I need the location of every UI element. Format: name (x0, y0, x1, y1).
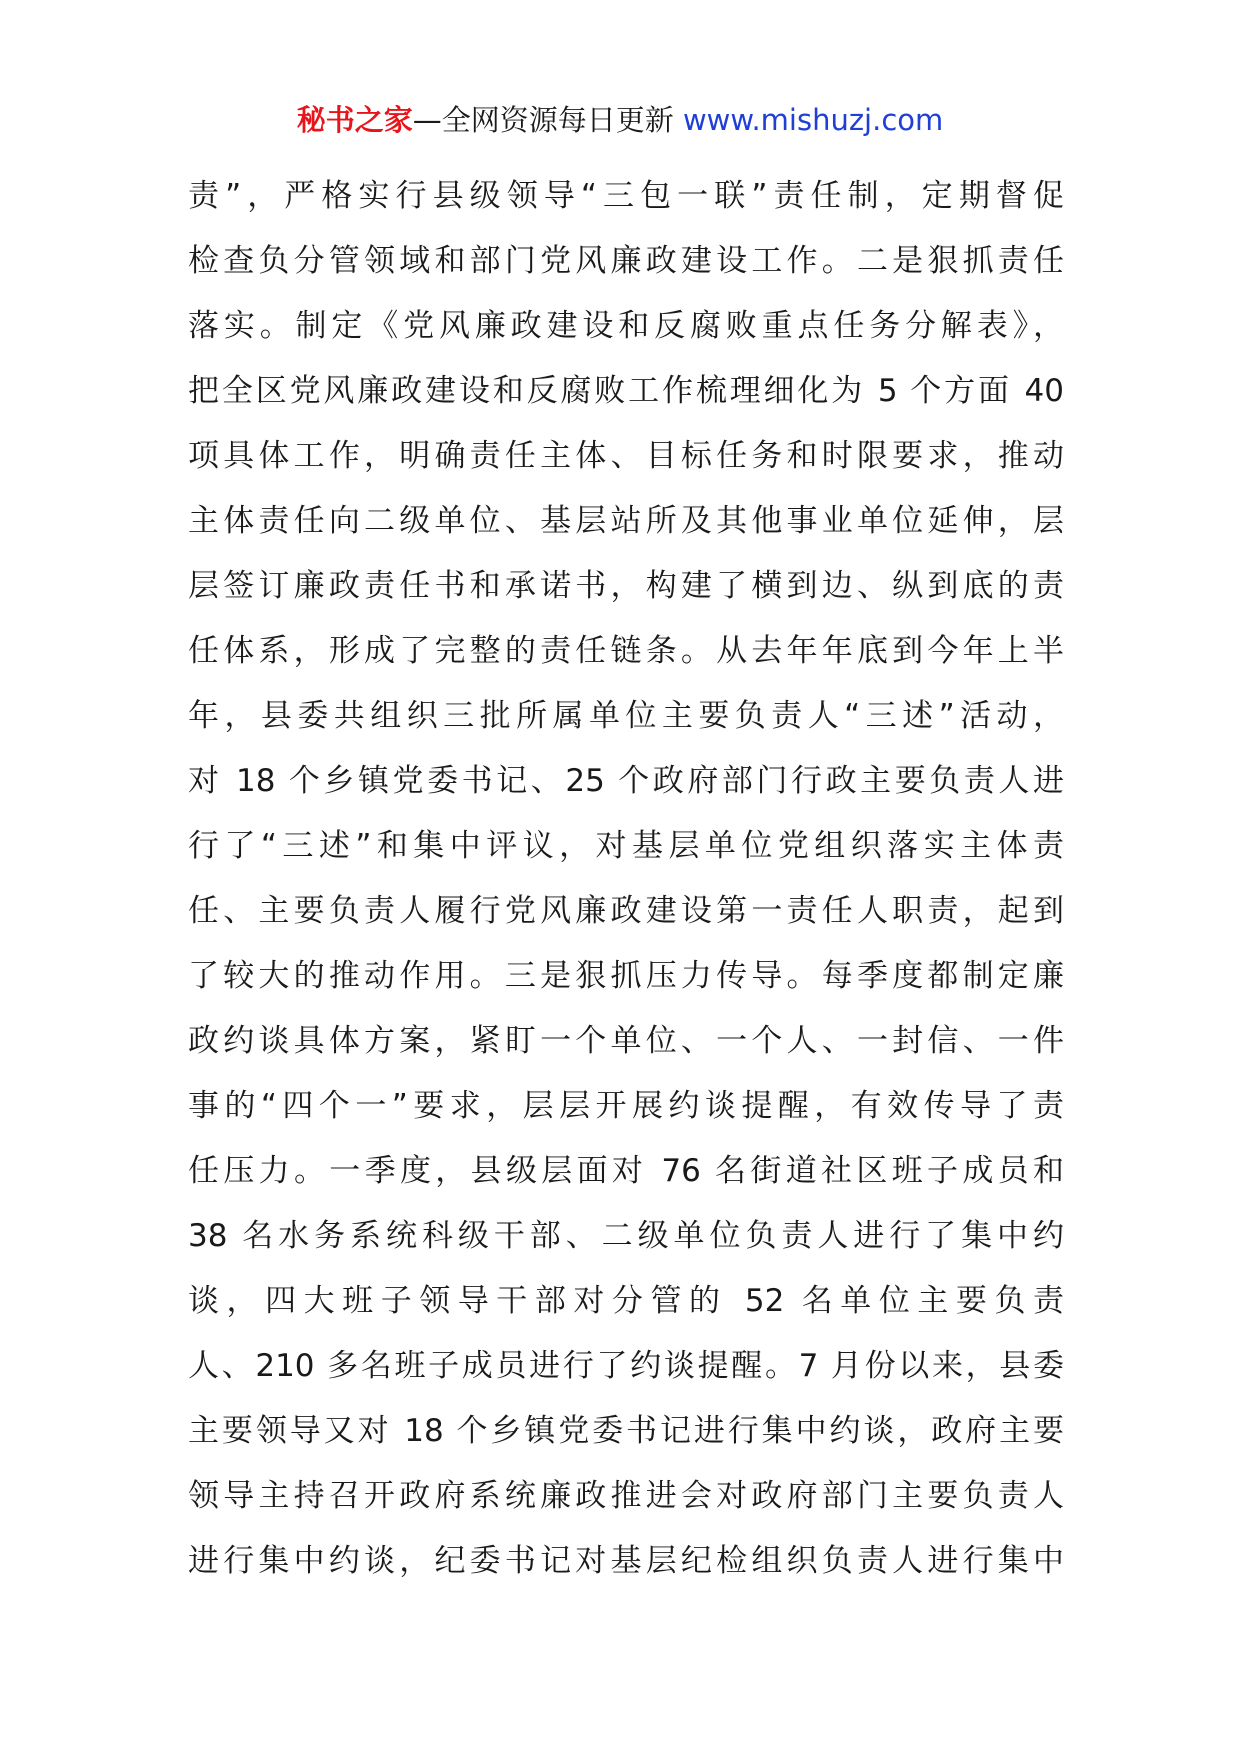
body-line: 谈，四大班子领导干部对分管的 52 名单位主要负责 (188, 1283, 1064, 1319)
brand-name: 秘书之家 (296, 103, 413, 137)
body-line: 人、210 多名班子成员进行了约谈提醒。7 月份以来，县委 (188, 1348, 1064, 1384)
body-line: 年，县委共组织三批所属单位主要负责人“三述”活动， (188, 698, 1064, 734)
body-line: 对 18 个乡镇党委书记、25 个政府部门行政主要负责人进 (188, 763, 1064, 799)
body-line: 领导主持召开政府系统廉政推进会对政府部门主要负责人 (188, 1478, 1064, 1514)
site-url-link[interactable]: www.mishuzj.com (682, 103, 944, 137)
body-line: 主体责任向二级单位、基层站所及其他事业单位延伸，层 (188, 503, 1064, 539)
body-line: 把全区党风廉政建设和反腐败工作梳理细化为 5 个方面 40 (188, 373, 1064, 409)
header-tagline: —全网资源每日更新 (412, 103, 683, 137)
body-line: 任、主要负责人履行党风廉政建设第一责任人职责，起到 (188, 893, 1064, 929)
body-line: 检查负分管领域和部门党风廉政建设工作。二是狠抓责任 (188, 243, 1064, 279)
body-line: 38 名水务系统科级干部、二级单位负责人进行了集中约 (188, 1218, 1064, 1254)
body-line: 政约谈具体方案，紧盯一个单位、一个人、一封信、一件 (188, 1023, 1064, 1059)
body-line: 事的“四个一”要求，层层开展约谈提醒，有效传导了责 (188, 1088, 1064, 1124)
body-line: 落实。制定《党风廉政建设和反腐败重点任务分解表》， (188, 308, 1064, 344)
body-line: 责”，严格实行县级领导“三包一联”责任制，定期督促 (188, 178, 1064, 214)
body-line: 任体系，形成了完整的责任链条。从去年年底到今年上半 (188, 633, 1064, 669)
body-line: 主要领导又对 18 个乡镇党委书记进行集中约谈，政府主要 (188, 1413, 1064, 1449)
body-line: 任压力。一季度，县级层面对 76 名街道社区班子成员和 (188, 1153, 1064, 1189)
body-line: 项具体工作，明确责任主体、目标任务和时限要求，推动 (188, 438, 1064, 474)
body-line: 了较大的推动作用。三是狠抓压力传导。每季度都制定廉 (188, 958, 1064, 994)
body-line: 进行集中约谈，纪委书记对基层纪检组织负责人进行集中 (188, 1543, 1064, 1579)
document-body (188, 164, 1064, 1594)
body-line: 行了“三述”和集中评议，对基层单位党组织落实主体责 (188, 828, 1064, 864)
body-line: 层签订廉政责任书和承诺书，构建了横到边、纵到底的责 (188, 568, 1064, 604)
page-header (0, 100, 1240, 140)
